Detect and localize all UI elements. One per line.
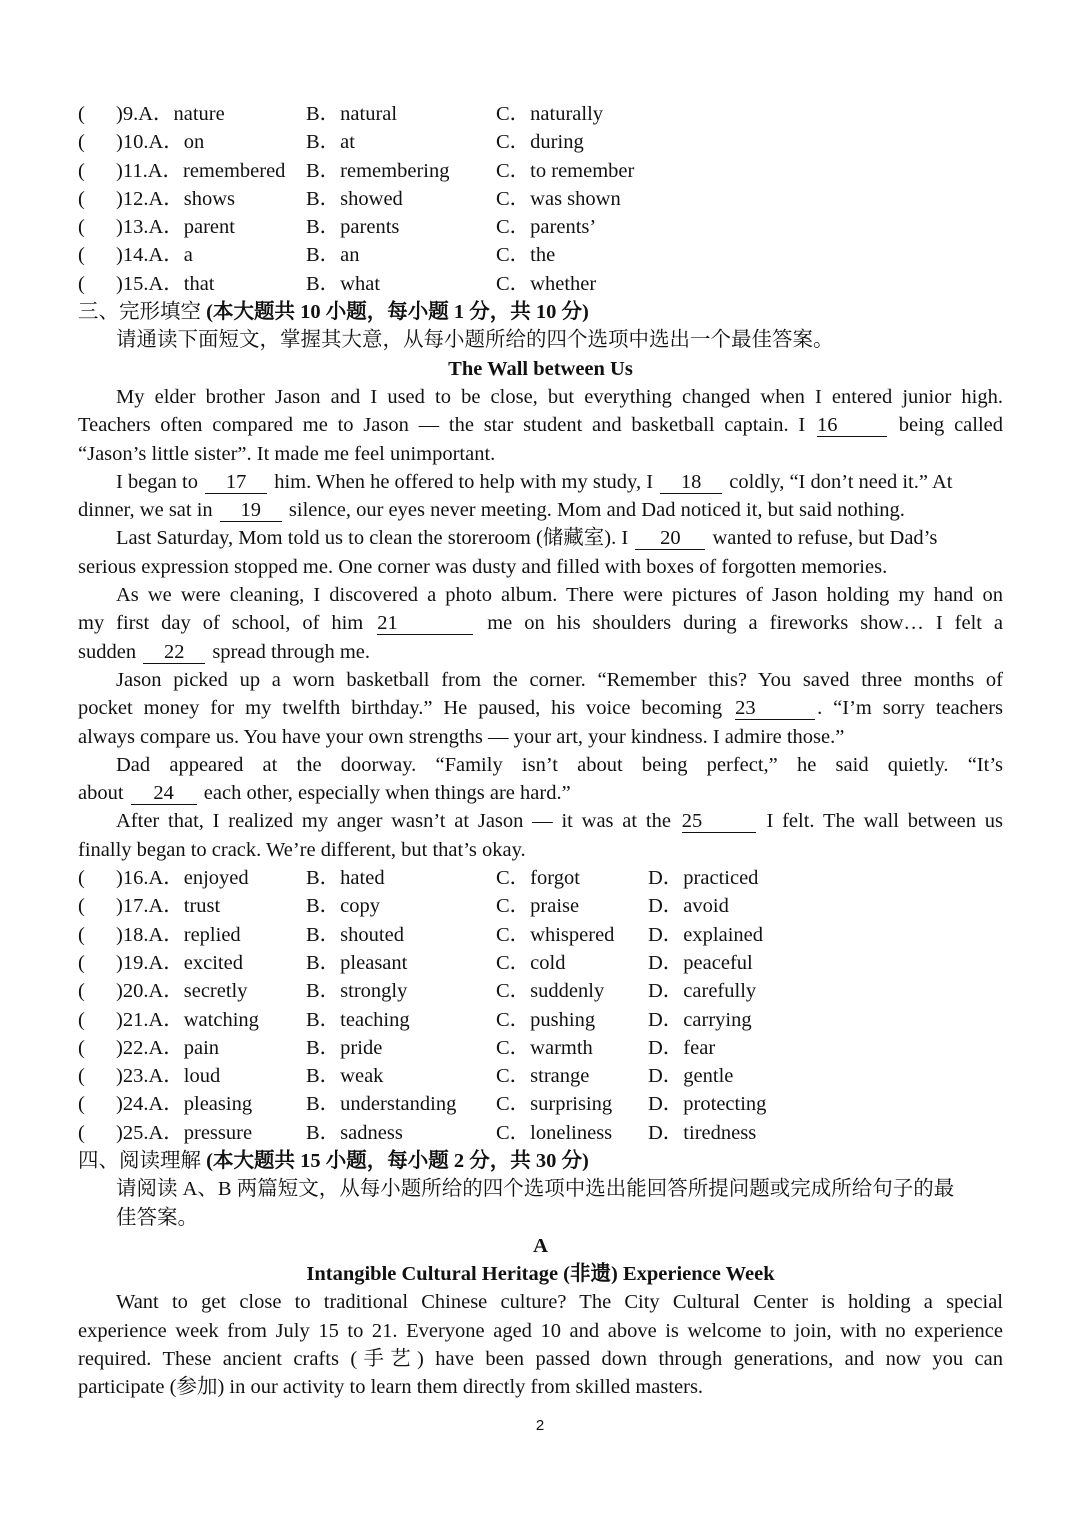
option-d: D．peaceful bbox=[648, 951, 753, 974]
option-b: B．remembering bbox=[306, 159, 450, 182]
answer-paren: ( bbox=[78, 867, 85, 890]
option-a: )11.A．remembered bbox=[116, 159, 286, 182]
passage-line: I began to 17 him. When he offered to help with my study, I 18 coldly, “I don’t need it.” At bbox=[116, 470, 953, 493]
option-b: B．weak bbox=[306, 1065, 384, 1088]
option-b: B．strongly bbox=[306, 980, 408, 1003]
answer-paren: ( bbox=[78, 103, 85, 125]
question-row bbox=[78, 213, 1003, 241]
option-b: B．teaching bbox=[306, 1008, 410, 1031]
passage-line: Teachers often compared me to Jason — the star student and basketball captain. I 16 being called bbox=[78, 414, 1004, 437]
answer-paren: ( bbox=[78, 216, 85, 239]
answer-paren: ( bbox=[78, 131, 85, 154]
blank-20: 20 bbox=[635, 527, 705, 550]
option-b: B．natural bbox=[306, 103, 398, 125]
option-b: B．sadness bbox=[306, 1121, 403, 1144]
option-c: C．strange bbox=[496, 1065, 590, 1088]
passage-line: “Jason’s little sister”. It made me feel unimportant. bbox=[78, 442, 496, 465]
question-row bbox=[78, 185, 1003, 213]
answer-paren: ( bbox=[78, 951, 85, 974]
answer-paren: ( bbox=[78, 1036, 85, 1059]
answer-paren: ( bbox=[78, 980, 85, 1003]
option-c: C．to remember bbox=[496, 159, 635, 182]
question-row bbox=[78, 977, 1003, 1005]
option-c: C．warmth bbox=[496, 1036, 593, 1059]
passage-line: Dad appeared at the doorway. “Family isn’t about being perfect,” he said quietly. “It’s bbox=[116, 753, 1003, 776]
option-c: C．praise bbox=[496, 895, 580, 918]
passage-line: serious expression stopped me. One corner was dusty and filled with boxes of forgotten memories. bbox=[78, 555, 888, 578]
question-row bbox=[78, 1119, 1003, 1147]
option-a: )20.A．secretly bbox=[116, 980, 248, 1003]
option-b: B．copy bbox=[306, 895, 381, 918]
option-c: C．forgot bbox=[496, 867, 580, 890]
answer-paren: ( bbox=[78, 187, 85, 210]
answer-paren: ( bbox=[78, 244, 85, 267]
section3-heading: 三、完形填空 (本大题共 10 小题，每小题 1 分，共 10 分) bbox=[78, 301, 589, 324]
option-d: D．protecting bbox=[648, 1093, 767, 1116]
option-a: )9.A．nature bbox=[116, 103, 225, 125]
option-c: C．parents’ bbox=[496, 216, 597, 239]
answer-paren: ( bbox=[78, 1093, 85, 1116]
option-a: )14.A．a bbox=[116, 244, 193, 267]
passage-label: A bbox=[533, 1234, 548, 1257]
answer-paren: ( bbox=[78, 895, 85, 918]
option-a: )21.A．watching bbox=[116, 1008, 259, 1031]
section3-instruction: 请通读下面短文，掌握其大意，从每小题所给的四个选项中选出一个最佳答案。 bbox=[116, 329, 834, 352]
passage-line: about 24 each other, especially when things are hard.” bbox=[78, 782, 571, 805]
option-a: )12.A．shows bbox=[116, 187, 236, 210]
question-row bbox=[78, 157, 1003, 185]
option-a: )22.A．pain bbox=[116, 1036, 220, 1059]
question-list-part2 bbox=[78, 100, 1003, 298]
option-a: )10.A．on bbox=[116, 131, 205, 154]
option-d: D．tiredness bbox=[648, 1121, 757, 1144]
question-row bbox=[78, 1034, 1003, 1062]
answer-paren: ( bbox=[78, 1121, 85, 1144]
question-row bbox=[78, 892, 1003, 920]
blank-18: 18 bbox=[660, 471, 722, 494]
passage-line: Jason picked up a worn basketball from the corner. “Remember this? You saved three months of bbox=[116, 668, 1003, 691]
passage-line: required. These ancient crafts (手艺) have been passed down through generations, and now you can bbox=[78, 1348, 1003, 1371]
page-number: 2 bbox=[535, 1417, 545, 1434]
option-d: D．gentle bbox=[648, 1065, 734, 1088]
option-d: D．fear bbox=[648, 1036, 716, 1059]
option-b: B．what bbox=[306, 272, 381, 295]
passage-line: My elder brother Jason and I used to be close, but everything changed when I entered junior high. bbox=[116, 385, 1003, 408]
passage-line: dinner, we sat in 19 silence, our eyes never meeting. Mom and Dad noticed it, but said nothing. bbox=[78, 499, 905, 522]
question-row bbox=[78, 1090, 1003, 1118]
option-c: C．whispered bbox=[496, 923, 615, 946]
blank-22: 22 bbox=[143, 641, 205, 664]
question-row bbox=[78, 1006, 1003, 1034]
option-a: )18.A．replied bbox=[116, 923, 241, 946]
passage-line: finally began to crack. We’re different, but that’s okay. bbox=[78, 838, 526, 861]
passage-title: Intangible Cultural Heritage (非遗) Experience Week bbox=[306, 1263, 775, 1286]
option-b: B．shouted bbox=[306, 923, 404, 946]
option-b: B．hated bbox=[306, 867, 385, 890]
blank-24: 24 bbox=[131, 782, 197, 805]
question-row bbox=[78, 128, 1003, 156]
option-c: C．the bbox=[496, 244, 556, 267]
passage-title: The Wall between Us bbox=[448, 357, 633, 380]
option-d: D．carefully bbox=[648, 980, 757, 1003]
option-b: B．parents bbox=[306, 216, 400, 239]
option-b: B．understanding bbox=[306, 1093, 457, 1116]
blank-21: 21 bbox=[377, 612, 473, 635]
option-c: C．during bbox=[496, 131, 584, 154]
option-b: B．showed bbox=[306, 187, 403, 210]
option-b: B．an bbox=[306, 244, 360, 267]
blank-17: 17 bbox=[205, 471, 267, 494]
option-a: )25.A．pressure bbox=[116, 1121, 253, 1144]
option-c: C．naturally bbox=[496, 103, 604, 125]
option-b: B．pleasant bbox=[306, 951, 408, 974]
passage-line: sudden 22 spread through me. bbox=[78, 640, 371, 663]
question-row bbox=[78, 949, 1003, 977]
option-b: B．at bbox=[306, 131, 355, 154]
option-a: )16.A．enjoyed bbox=[116, 867, 249, 890]
blank-19: 19 bbox=[220, 499, 282, 522]
section4-instruction: 请阅读 A、B 两篇短文，从每小题所给的四个选项中选出能回答所提问题或完成所给句子的最 bbox=[116, 1178, 955, 1201]
question-row bbox=[78, 921, 1003, 949]
option-a: )19.A．excited bbox=[116, 951, 243, 974]
question-row bbox=[78, 270, 1003, 298]
cloze-passage bbox=[78, 383, 1003, 864]
option-a: )17.A．trust bbox=[116, 895, 221, 918]
option-d: D．practiced bbox=[648, 867, 759, 890]
blank-25: 25 bbox=[682, 810, 756, 833]
passage-line: Last Saturday, Mom told us to clean the storeroom (储藏室). I 20 wanted to refuse, but Dad’s bbox=[116, 527, 938, 550]
question-row bbox=[78, 241, 1003, 269]
question-row bbox=[78, 100, 1003, 128]
question-row bbox=[78, 864, 1003, 892]
answer-paren: ( bbox=[78, 1065, 85, 1088]
passage-line: As we were cleaning, I discovered a photo album. There were pictures of Jason holding my hand on bbox=[116, 584, 1003, 607]
option-c: C．whether bbox=[496, 272, 597, 295]
option-c: C．was shown bbox=[496, 187, 621, 210]
option-c: C．pushing bbox=[496, 1008, 596, 1031]
passage-line: always compare us. You have your own strengths — your art, your kindness. I admire those.” bbox=[78, 725, 845, 748]
passage-line: pocket money for my twelfth birthday.” He paused, his voice becoming 23 . “I’m sorry teachers bbox=[78, 697, 1004, 720]
passage-line: participate (参加) in our activity to learn them directly from skilled masters. bbox=[78, 1376, 704, 1399]
option-a: )23.A．loud bbox=[116, 1065, 221, 1088]
question-row bbox=[78, 1062, 1003, 1090]
passage-line: my first day of school, of him 21 me on his shoulders during a fireworks show… I felt a bbox=[78, 612, 1004, 635]
option-c: C．loneliness bbox=[496, 1121, 613, 1144]
section4-heading: 四、阅读理解 (本大题共 15 小题，每小题 2 分，共 30 分) bbox=[78, 1149, 589, 1172]
option-d: D．avoid bbox=[648, 895, 729, 918]
blank-16: 16 bbox=[817, 414, 887, 437]
option-c: C．suddenly bbox=[496, 980, 605, 1003]
passage-line: Want to get close to traditional Chinese culture? The City Cultural Center is holding a special bbox=[116, 1291, 1003, 1314]
passage-line: After that, I realized my anger wasn’t at Jason — it was at the 25 I felt. The wall between us bbox=[116, 810, 1003, 833]
option-b: B．pride bbox=[306, 1036, 383, 1059]
section4-instruction-cont: 佳答案。 bbox=[116, 1206, 198, 1229]
question-list-part3 bbox=[78, 864, 1003, 1147]
answer-paren: ( bbox=[78, 159, 85, 182]
blank-23: 23 bbox=[735, 697, 815, 720]
answer-paren: ( bbox=[78, 923, 85, 946]
option-a: )15.A．that bbox=[116, 272, 215, 295]
passage-line: experience week from July 15 to 21. Everyone aged 10 and above is welcome to join, with no experience bbox=[78, 1319, 1003, 1342]
option-d: D．carrying bbox=[648, 1008, 752, 1031]
option-a: )24.A．pleasing bbox=[116, 1093, 253, 1116]
exam-page bbox=[78, 100, 1003, 1402]
answer-paren: ( bbox=[78, 272, 85, 295]
option-a: )13.A．parent bbox=[116, 216, 235, 239]
answer-paren: ( bbox=[78, 1008, 85, 1031]
option-c: C．surprising bbox=[496, 1093, 613, 1116]
option-d: D．explained bbox=[648, 923, 763, 946]
option-c: C．cold bbox=[496, 951, 566, 974]
